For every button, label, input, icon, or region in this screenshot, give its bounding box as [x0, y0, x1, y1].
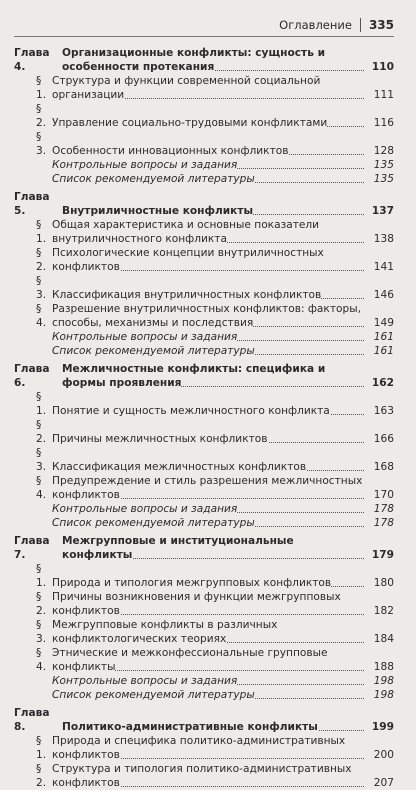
toc-entry-sec[interactable] — [14, 646, 394, 674]
toc-entry-title-wrap — [52, 516, 394, 530]
toc-entry-page: 178 — [366, 516, 394, 530]
toc-entry-sub[interactable] — [14, 158, 394, 172]
toc-entry-sec[interactable] — [14, 446, 394, 474]
toc-entry-page: 178 — [366, 502, 394, 516]
toc-entry-title: Классификация межличностных конфликтов — [52, 461, 307, 473]
toc-entry-title: Причины межличностных конфликтов — [52, 433, 268, 445]
toc-entry-title: Управление социально-трудовыми конфликтами — [52, 117, 328, 129]
toc-entry-sec[interactable] — [14, 618, 394, 646]
toc-entry-title-wrap — [52, 576, 394, 590]
toc-entry-title: Контрольные вопросы и задания — [52, 675, 238, 687]
toc-entry-title-wrap — [52, 734, 394, 762]
toc-entry-sub[interactable] — [14, 516, 394, 530]
table-of-contents — [14, 46, 394, 790]
toc-entry-chapter[interactable] — [14, 706, 394, 734]
toc-entry-label: Глава 6. — [14, 363, 50, 389]
toc-entry-page: 200 — [366, 748, 394, 762]
running-header — [14, 14, 394, 37]
toc-entry-title: Организационные конфликты: сущность и особенности протекания — [62, 47, 326, 73]
toc-entry-title: Список рекомендуемой литературы — [52, 517, 255, 529]
toc-entry-title: Контрольные вопросы и задания — [52, 331, 238, 343]
toc-entry-label: § 2. — [36, 419, 47, 445]
toc-entry-title-wrap — [52, 302, 394, 330]
toc-entry-page: 180 — [366, 576, 394, 590]
toc-entry-title: Психологические концепции внутриличностных конфликтов — [52, 247, 324, 273]
toc-entry-title-wrap — [62, 204, 394, 218]
toc-entry-sec[interactable] — [14, 474, 394, 502]
toc-entry-title-wrap — [52, 646, 394, 674]
toc-entry-title-wrap — [52, 218, 394, 246]
toc-entry-title-wrap — [52, 172, 394, 186]
toc-entry-title-wrap — [52, 474, 394, 502]
toc-entry-sub[interactable] — [14, 330, 394, 344]
toc-entry-title: Причины возникновения и функции межгрупповых конфликтов — [52, 591, 341, 617]
toc-entry-title-wrap — [52, 404, 394, 418]
toc-entry-page: 198 — [366, 674, 394, 688]
toc-entry-label: § 4. — [36, 475, 47, 501]
toc-entry-title: Межличностные конфликты: специфика и формы проявления — [62, 363, 326, 389]
toc-entry-title-wrap — [52, 762, 394, 790]
toc-entry-sub[interactable] — [14, 344, 394, 358]
toc-entry-page: 138 — [366, 232, 394, 246]
toc-entry-label: § 2. — [36, 591, 47, 617]
toc-entry-label: § 3. — [36, 131, 47, 157]
toc-entry-title: Список рекомендуемой литературы — [52, 173, 255, 185]
toc-entry-title: Природа и типология межгрупповых конфликтов — [52, 577, 332, 589]
toc-entry-label: Глава 7. — [14, 535, 50, 561]
toc-entry-label: § 2. — [36, 763, 47, 789]
toc-entry-label: Глава 5. — [14, 191, 50, 217]
toc-entry-page: 110 — [366, 60, 394, 74]
toc-entry-page: 135 — [366, 172, 394, 186]
toc-entry-title: Межгрупповые конфликты в различных конфликтологических теориях — [52, 619, 278, 645]
toc-entry-title: Понятие и сущность межличностного конфликта — [52, 405, 330, 417]
toc-entry-page: 207 — [366, 776, 394, 790]
toc-entry-sec[interactable] — [14, 130, 394, 158]
toc-entry-title-wrap — [52, 618, 394, 646]
toc-entry-title-wrap — [52, 74, 394, 102]
toc-entry-sec[interactable] — [14, 102, 394, 130]
toc-entry-page: 137 — [366, 204, 394, 218]
toc-entry-title: Этнические и межконфессиональные групповые конфликты — [52, 647, 328, 673]
toc-entry-label: § 1. — [36, 563, 47, 589]
header-divider — [360, 18, 361, 32]
toc-entry-title-wrap — [62, 362, 394, 390]
toc-entry-title-wrap — [62, 720, 394, 734]
toc-entry-title: Природа и специфика политико-административных конфликтов — [52, 735, 346, 761]
toc-entry-sec[interactable] — [14, 762, 394, 790]
toc-entry-page: 182 — [366, 604, 394, 618]
toc-entry-title: Особенности инновационных конфликтов — [52, 145, 289, 157]
toc-entry-page: 199 — [366, 720, 394, 734]
toc-entry-title-wrap — [52, 144, 394, 158]
toc-entry-title-wrap — [52, 432, 394, 446]
toc-entry-page: 170 — [366, 488, 394, 502]
toc-entry-title-wrap — [52, 460, 394, 474]
toc-entry-title: Разрешение внутриличностных конфликтов: факторы, способы, механизмы и последствия — [52, 303, 361, 329]
toc-entry-label: § 1. — [36, 219, 47, 245]
toc-entry-sub[interactable] — [14, 502, 394, 516]
toc-entry-sec[interactable] — [14, 590, 394, 618]
toc-entry-label: § 3. — [36, 275, 47, 301]
toc-entry-page: 146 — [366, 288, 394, 302]
toc-entry-sec[interactable] — [14, 734, 394, 762]
toc-entry-sub[interactable] — [14, 674, 394, 688]
toc-entry-title: Контрольные вопросы и задания — [52, 503, 238, 515]
toc-entry-chapter[interactable] — [14, 362, 394, 390]
header-section-title: Оглавление — [279, 18, 352, 32]
toc-entry-sec[interactable] — [14, 274, 394, 302]
toc-entry-title: Список рекомендуемой литературы — [52, 345, 255, 357]
toc-entry-label: § 4. — [36, 647, 47, 673]
toc-entry-page: 198 — [366, 688, 394, 702]
toc-entry-page: 116 — [366, 116, 394, 130]
toc-entry-sec[interactable] — [14, 74, 394, 102]
toc-entry-label: § 4. — [36, 303, 47, 329]
toc-entry-sec[interactable] — [14, 562, 394, 590]
toc-entry-title-wrap — [52, 116, 394, 130]
toc-entry-title: Общая характеристика и основные показатели внутриличностного конфликта — [52, 219, 320, 245]
toc-entry-title: Контрольные вопросы и задания — [52, 159, 238, 171]
toc-entry-title: Структура и типология политико-административных конфликтов — [52, 763, 352, 789]
toc-entry-page: 128 — [366, 144, 394, 158]
toc-entry-page: 184 — [366, 632, 394, 646]
toc-entry-title: Политико-административные конфликты — [62, 721, 318, 733]
toc-entry-label: § 1. — [36, 735, 47, 761]
toc-entry-title: Классификация внутриличностных конфликтов — [52, 289, 322, 301]
toc-entry-title-wrap — [52, 674, 394, 688]
toc-entry-title-wrap — [52, 590, 394, 618]
toc-entry-title-wrap — [62, 46, 394, 74]
toc-entry-label: § 2. — [36, 103, 47, 129]
toc-entry-title-wrap — [52, 330, 394, 344]
toc-entry-page: 188 — [366, 660, 394, 674]
header-page-number: 335 — [368, 18, 394, 32]
toc-entry-sub[interactable] — [14, 172, 394, 186]
toc-entry-label: Глава 4. — [14, 47, 50, 73]
toc-entry-page: 161 — [366, 344, 394, 358]
toc-entry-page: 111 — [366, 88, 394, 102]
toc-entry-title-wrap — [62, 534, 394, 562]
toc-entry-title-wrap — [52, 246, 394, 274]
toc-entry-page: 163 — [366, 404, 394, 418]
toc-entry-title-wrap — [52, 158, 394, 172]
toc-entry-sec[interactable] — [14, 302, 394, 330]
toc-entry-title-wrap — [52, 502, 394, 516]
toc-entry-page: 162 — [366, 376, 394, 390]
toc-entry-title: Предупреждение и стиль разрешения межличностных конфликтов — [52, 475, 363, 501]
toc-entry-label: Глава 8. — [14, 707, 50, 733]
toc-entry-title-wrap — [52, 288, 394, 302]
toc-entry-page: 168 — [366, 460, 394, 474]
toc-entry-label: § 3. — [36, 447, 47, 473]
toc-entry-page: 149 — [366, 316, 394, 330]
toc-entry-sec[interactable] — [14, 218, 394, 246]
toc-entry-label: § 1. — [36, 75, 47, 101]
toc-entry-page: 135 — [366, 158, 394, 172]
toc-entry-chapter[interactable] — [14, 534, 394, 562]
toc-entry-page: 141 — [366, 260, 394, 274]
toc-entry-label: § 2. — [36, 247, 47, 273]
toc-entry-page: 166 — [366, 432, 394, 446]
toc-entry-label: § 1. — [36, 391, 47, 417]
toc-entry-title: Внутриличностные конфликты — [62, 205, 254, 217]
toc-entry-sec[interactable] — [14, 390, 394, 418]
toc-entry-title: Межгрупповые и институциональные конфликты — [62, 535, 294, 561]
toc-entry-title: Структура и функции современной социальной организации — [52, 75, 321, 101]
toc-entry-page: 161 — [366, 330, 394, 344]
toc-entry-page: 179 — [366, 548, 394, 562]
toc-entry-sec[interactable] — [14, 246, 394, 274]
toc-entry-label: § 3. — [36, 619, 47, 645]
toc-entry-sec[interactable] — [14, 418, 394, 446]
toc-entry-chapter[interactable] — [14, 190, 394, 218]
toc-entry-title-wrap — [52, 344, 394, 358]
toc-entry-chapter[interactable] — [14, 46, 394, 74]
toc-entry-title: Список рекомендуемой литературы — [52, 689, 255, 701]
